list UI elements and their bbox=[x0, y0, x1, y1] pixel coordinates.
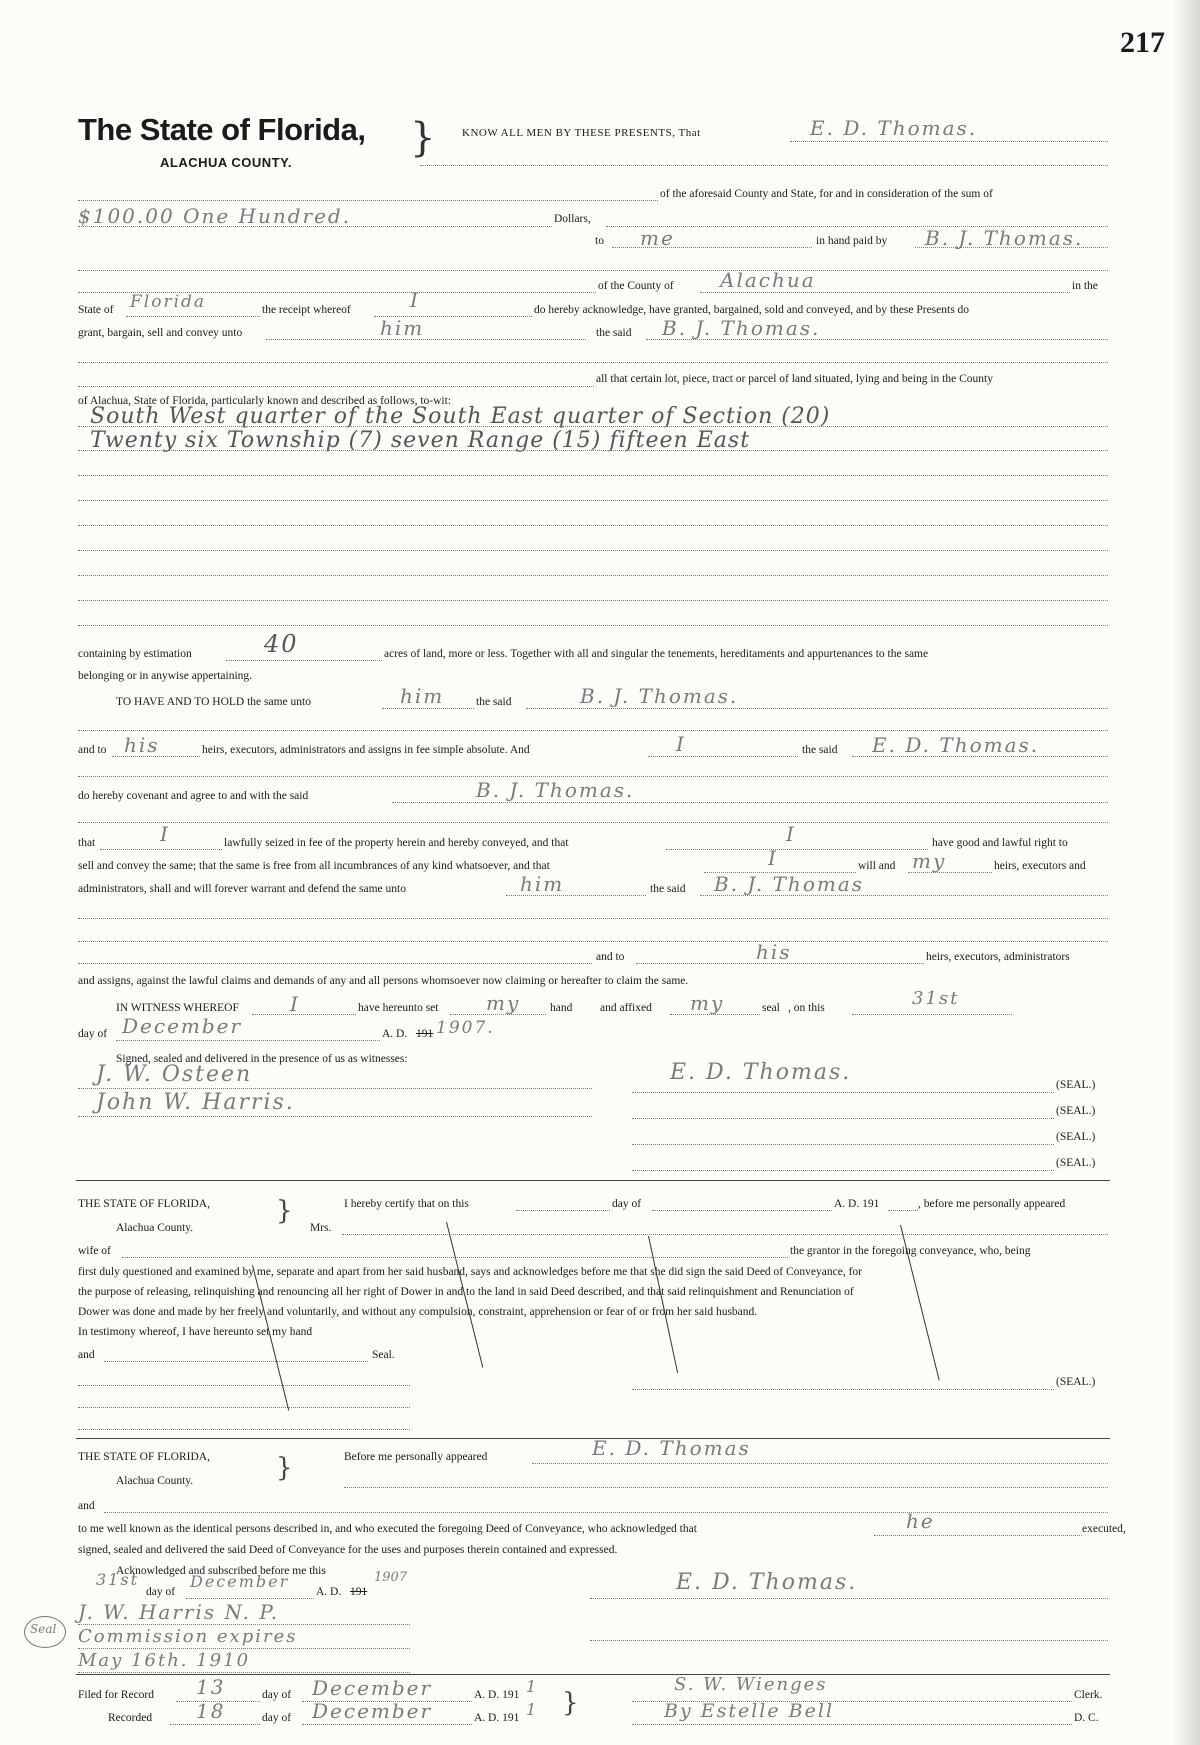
sell-i-handwriting: I bbox=[768, 846, 778, 870]
blank-line bbox=[392, 802, 1108, 803]
grantor-2-handwriting: E. D. Thomas. bbox=[872, 733, 1040, 757]
blank-line bbox=[516, 1210, 610, 1211]
acres-text: acres of land, more or less. Together with all and singular the tenements, hereditaments and appurtenances to the same bbox=[384, 648, 929, 660]
signature-line bbox=[632, 1092, 1054, 1093]
blank-line bbox=[226, 660, 382, 661]
have-hereunto-label: have hereunto set bbox=[358, 1002, 439, 1014]
will-and-label: will and bbox=[858, 860, 896, 872]
covenant-text: do hereby covenant and agree to and with the said bbox=[78, 790, 309, 802]
blank-line bbox=[78, 1407, 410, 1408]
blank-line bbox=[666, 849, 928, 850]
filed-label: Filed for Record bbox=[78, 1689, 155, 1701]
defend-grantee-handwriting: B. J. Thomas bbox=[714, 872, 865, 896]
belonging-text: belonging or in anywise appertaining. bbox=[78, 670, 253, 682]
description-line bbox=[78, 600, 1108, 601]
seal-label: seal bbox=[762, 1002, 780, 1014]
ack-month-handwriting: December bbox=[190, 1572, 290, 1591]
blank-line bbox=[186, 1598, 314, 1599]
and-affixed-label: and affixed bbox=[600, 1002, 652, 1014]
blank-line bbox=[420, 165, 1108, 166]
dower-testimony: In testimony whereof, I have hereunto set my hand bbox=[78, 1326, 313, 1338]
notary-seal-handwriting: Seal bbox=[30, 1622, 57, 1636]
the-said-label: the said bbox=[596, 327, 632, 339]
ack-county: Alachua County. bbox=[116, 1475, 194, 1487]
ack-signature-handwriting: E. D. Thomas. bbox=[676, 1570, 858, 1595]
signature-line bbox=[632, 1144, 1054, 1145]
to-have-said: the said bbox=[476, 696, 512, 708]
good-right-text: have good and lawful right to bbox=[932, 837, 1068, 849]
ack-day-handwriting: 31st bbox=[96, 1570, 139, 1589]
to-have-unto-handwriting: him bbox=[400, 684, 445, 708]
recorded-month-handwriting: December bbox=[312, 1699, 433, 1723]
ack-signed-text: signed, sealed and delivered the said Deed of Conveyance for the uses and purposes therein contained and expressed. bbox=[78, 1544, 618, 1556]
blank-line bbox=[78, 963, 592, 964]
blank-line bbox=[852, 1014, 1012, 1015]
blank-line bbox=[78, 362, 1108, 363]
grantor-handwriting: E. D. Thomas. bbox=[810, 116, 978, 140]
ack-executed: executed, bbox=[1082, 1523, 1126, 1535]
signature-line bbox=[590, 1598, 1108, 1599]
in-hand-paid-by: in hand paid by bbox=[816, 235, 888, 247]
ack-day-of: day of bbox=[146, 1586, 176, 1598]
that-label: that bbox=[78, 837, 96, 849]
filed-brace: } bbox=[562, 1688, 579, 1718]
hand-label: hand bbox=[550, 1002, 573, 1014]
witness-line bbox=[78, 1116, 592, 1117]
filed-year-handwriting: 1 bbox=[526, 1677, 539, 1696]
blank-line bbox=[382, 708, 474, 709]
filed-ad: A. D. 191 bbox=[474, 1689, 520, 1701]
in-the-label: in the bbox=[1072, 280, 1098, 292]
acknowledge-text: do hereby acknowledge, have granted, bargained, sold and conveyed, and by these Presents do bbox=[534, 304, 970, 316]
blank-line bbox=[344, 1487, 1108, 1488]
blank-line bbox=[78, 386, 594, 387]
ack-and: and bbox=[78, 1500, 95, 1512]
know-all-men: KNOW ALL MEN BY THESE PRESENTS, That bbox=[462, 127, 701, 139]
recorded-day-handwriting: 18 bbox=[196, 1699, 226, 1723]
and-that-i-handwriting: I bbox=[786, 822, 796, 846]
year-struck: 191 bbox=[416, 1028, 434, 1040]
containing-label: containing by estimation bbox=[78, 648, 192, 660]
notary-line-2: Commission expires bbox=[78, 1626, 298, 1647]
blank-line bbox=[100, 849, 222, 850]
recorded-year-handwriting: 1 bbox=[526, 1700, 539, 1719]
ad-label: A. D. bbox=[382, 1028, 408, 1040]
seal-4: (SEAL.) bbox=[1056, 1157, 1096, 1169]
amount-handwriting: $100.00 One Hundred. bbox=[78, 204, 352, 228]
blank-line bbox=[252, 1014, 356, 1015]
witness-day-handwriting: 31st bbox=[912, 988, 960, 1009]
blank-line bbox=[78, 1624, 410, 1625]
blank-line bbox=[78, 270, 1108, 271]
dower-mrs: Mrs. bbox=[310, 1222, 332, 1234]
signed-sealed-text: Signed, sealed and delivered in the presence of us as witnesses: bbox=[116, 1053, 408, 1065]
blank-line bbox=[302, 1724, 472, 1725]
blank-line bbox=[78, 1385, 410, 1386]
deputy-clerk-label: D. C. bbox=[1074, 1712, 1099, 1724]
my-seal-handwriting: my bbox=[690, 991, 725, 1015]
dower-and: and bbox=[78, 1349, 95, 1361]
header-brace: } bbox=[410, 115, 436, 161]
recorded-ad: A. D. 191 bbox=[474, 1712, 520, 1724]
and-to-label-2: and to bbox=[596, 951, 625, 963]
description-line bbox=[78, 550, 1108, 551]
dower-line-1: first duly questioned and examined by me, separate and apart from her said husband, says and acknowledges before me that she did sign the said Deed of Conveyance, for bbox=[78, 1266, 862, 1278]
signature-line bbox=[632, 1118, 1054, 1119]
day-of-label: day of bbox=[78, 1028, 108, 1040]
dower-county: Alachua County. bbox=[116, 1222, 194, 1234]
dower-seal: (SEAL.) bbox=[1056, 1376, 1096, 1388]
defend-unto-handwriting: him bbox=[520, 872, 565, 896]
to-label: to bbox=[595, 235, 604, 247]
sell-text: sell and convey the same; that the same is free from all incumbrances of any kind whatsoever, and that bbox=[78, 860, 550, 872]
his-2-handwriting: his bbox=[756, 940, 792, 964]
dower-signature-line bbox=[632, 1389, 1054, 1390]
ack-ad: A. D. bbox=[316, 1586, 342, 1598]
notary-line-3: May 16th. 1910 bbox=[78, 1650, 251, 1671]
seal-2: (SEAL.) bbox=[1056, 1105, 1096, 1117]
dower-ad: A. D. 191 bbox=[834, 1198, 880, 1210]
blank-line bbox=[126, 316, 260, 317]
on-this-label: , on this bbox=[788, 1002, 825, 1014]
clerk-handwriting: S. W. Wienges bbox=[674, 1674, 828, 1695]
witness-month-handwriting: December bbox=[122, 1014, 243, 1038]
blank-line bbox=[78, 226, 552, 227]
notary-line-1: J. W. Harris N. P. bbox=[78, 1600, 280, 1624]
administrators-text: administrators, shall and will forever warrant and defend the same unto bbox=[78, 883, 406, 895]
deputy-clerk-line bbox=[632, 1724, 1072, 1725]
description-line bbox=[78, 500, 1108, 501]
receipt-whereof: the receipt whereof bbox=[262, 304, 351, 316]
blank-line bbox=[888, 1210, 918, 1211]
page-number: 217 bbox=[1120, 26, 1165, 59]
dower-seal-word: Seal. bbox=[372, 1349, 395, 1361]
ack-year-handwriting: 1907 bbox=[374, 1570, 408, 1585]
deputy-clerk-handwriting: By Estelle Bell bbox=[664, 1700, 835, 1722]
ack-acknowledged: Acknowledged and subscribed before me this bbox=[116, 1565, 326, 1577]
description-line bbox=[78, 426, 1108, 427]
heirs-text: heirs, executors, administrators and assigns in fee simple absolute. And bbox=[202, 744, 530, 756]
section-divider bbox=[76, 1674, 1110, 1675]
dollars-label: Dollars, bbox=[554, 213, 591, 225]
county-handwriting: Alachua bbox=[720, 268, 816, 292]
dower-certify: I hereby certify that on this bbox=[344, 1198, 469, 1210]
blank-line bbox=[170, 1724, 260, 1725]
state-of-label: State of bbox=[78, 304, 114, 316]
assigns-text: and assigns, against the lawful claims and demands of any and all persons whomsoever now claiming or hereafter to claim the same. bbox=[78, 975, 689, 987]
heirs-exec-text: heirs, executors and bbox=[994, 860, 1086, 872]
his-handwriting: his bbox=[124, 733, 160, 757]
blank-line bbox=[266, 339, 586, 340]
section-divider bbox=[76, 1180, 1110, 1181]
blank-line bbox=[526, 708, 1108, 709]
blank-line bbox=[78, 1672, 410, 1673]
heirs-exec-admin-text: heirs, executors, administrators bbox=[926, 951, 1070, 963]
dower-line-2: the purpose of releasing, relinquishing and renouncing all her right of Dower in and to the land in said Deed described, and that said relinquishment and Renunciation of bbox=[78, 1286, 854, 1298]
year-handwriting: 1907. bbox=[436, 1018, 495, 1038]
ack-brace: } bbox=[276, 1453, 293, 1483]
recorded-label: Recorded bbox=[108, 1712, 153, 1724]
blank-line bbox=[700, 292, 1070, 293]
grantor-signature-handwriting: E. D. Thomas. bbox=[670, 1060, 852, 1085]
blank-line bbox=[104, 1512, 1108, 1513]
dower-before-me: , before me personally appeared bbox=[918, 1198, 1066, 1210]
of-alachua-text: of Alachua, State of Florida, particularly known and described as follows, to-wit: bbox=[78, 395, 452, 407]
grantee-handwriting: B. J. Thomas. bbox=[662, 316, 821, 340]
dower-day-of: day of bbox=[612, 1198, 642, 1210]
to-have-grantee-handwriting: B. J. Thomas. bbox=[580, 684, 739, 708]
covenant-handwriting: B. J. Thomas. bbox=[476, 778, 635, 802]
dower-line-3: Dower was done and made by her freely and voluntarily, and without any compulsion, constraint, apprehension or fear of or from her said husband. bbox=[78, 1306, 758, 1318]
seal-3: (SEAL.) bbox=[1056, 1131, 1096, 1143]
witness-1-handwriting: J. W. Osteen bbox=[96, 1062, 253, 1087]
blank-line bbox=[532, 1463, 1108, 1464]
description-line bbox=[78, 625, 1108, 626]
blank-line bbox=[116, 1040, 380, 1041]
grantor-line bbox=[790, 141, 1108, 142]
seal-1: (SEAL.) bbox=[1056, 1079, 1096, 1091]
all-that-certain: all that certain lot, piece, tract or parcel of land situated, lying and being in the County bbox=[596, 373, 993, 385]
receipt-i-handwriting: I bbox=[410, 288, 420, 312]
blank-line bbox=[78, 1648, 410, 1649]
lawfully-text: lawfully seized in fee of the property herein and hereby conveyed, and that bbox=[224, 837, 569, 849]
clerk-label: Clerk. bbox=[1074, 1689, 1103, 1701]
page-edge bbox=[1172, 0, 1200, 1745]
dower-wife-of: wife of bbox=[78, 1245, 111, 1257]
signature-line bbox=[632, 1170, 1054, 1171]
blank-line bbox=[874, 1535, 1082, 1536]
blank-line bbox=[342, 1234, 1108, 1235]
blank-line bbox=[78, 918, 1108, 919]
blank-line bbox=[78, 1429, 410, 1430]
witness-whereof-label: IN WITNESS WHEREOF bbox=[116, 1002, 239, 1014]
and-to-label: and to bbox=[78, 744, 107, 756]
to-handwriting: me bbox=[640, 226, 675, 250]
ack-year-struck: 191 bbox=[350, 1586, 368, 1598]
witness-i-handwriting: I bbox=[290, 992, 300, 1016]
witness-2-handwriting: John W. Harris. bbox=[96, 1090, 295, 1115]
ack-known-text: to me well known as the identical persons described in, and who executed the foregoing Deed of Conveyance, who acknowledged that bbox=[78, 1523, 697, 1535]
my-hand-handwriting: my bbox=[486, 991, 521, 1015]
dower-grantor-in: the grantor in the foregoing conveyance, who, being bbox=[790, 1245, 1031, 1257]
county-heading: ALACHUA COUNTY. bbox=[160, 155, 292, 170]
defend-said-label: the said bbox=[650, 883, 686, 895]
witness-line bbox=[78, 1088, 592, 1089]
state-title: The State of Florida, bbox=[78, 112, 366, 147]
description-line bbox=[78, 450, 1108, 451]
of-the-county-of: of the County of bbox=[598, 280, 674, 292]
description-line bbox=[78, 575, 1108, 576]
blank-line bbox=[78, 941, 1108, 942]
dower-state: THE STATE OF FLORIDA, bbox=[78, 1198, 210, 1210]
the-said-label-2: the said bbox=[802, 744, 838, 756]
ack-state: THE STATE OF FLORIDA, bbox=[78, 1451, 210, 1463]
state-handwriting: Florida bbox=[130, 292, 207, 312]
paid-by-handwriting: B. J. Thomas. bbox=[925, 226, 1084, 250]
blank-line bbox=[78, 730, 1108, 731]
acres-handwriting: 40 bbox=[264, 630, 299, 658]
blank-line bbox=[652, 1210, 832, 1211]
blank-line bbox=[78, 776, 1108, 777]
that-i-handwriting: I bbox=[160, 822, 170, 846]
grant-unto-handwriting: him bbox=[380, 316, 425, 340]
blank-line bbox=[104, 1361, 368, 1362]
filed-month-handwriting: December bbox=[312, 1676, 433, 1700]
description-line bbox=[78, 525, 1108, 526]
blank-line bbox=[78, 200, 658, 201]
description-line bbox=[78, 475, 1108, 476]
ack-before-me: Before me personally appeared bbox=[344, 1451, 488, 1463]
filed-day-of: day of bbox=[262, 1689, 292, 1701]
filed-day-handwriting: 13 bbox=[196, 1675, 226, 1699]
dower-brace: } bbox=[276, 1196, 293, 1226]
blank-line bbox=[648, 756, 798, 757]
ack-he-handwriting: he bbox=[906, 1509, 935, 1533]
signature-line bbox=[590, 1640, 1108, 1641]
my-handwriting: my bbox=[912, 849, 947, 873]
description-line-2: Twenty six Township (7) seven Range (15) fifteen East bbox=[90, 428, 751, 453]
description-line-1: South West quarter of the South East quarter of Section (20) bbox=[90, 404, 831, 429]
ack-appeared-handwriting: E. D. Thomas bbox=[592, 1436, 751, 1460]
to-have-text: TO HAVE AND TO HOLD the same unto bbox=[116, 696, 311, 708]
recorded-day-of: day of bbox=[262, 1712, 292, 1724]
and-i-handwriting: I bbox=[676, 732, 686, 756]
blank-line bbox=[78, 822, 1108, 823]
grant-text: grant, bargain, sell and convey unto bbox=[78, 327, 243, 339]
aforesaid-text: of the aforesaid County and State, for and in consideration of the sum of bbox=[660, 188, 993, 200]
